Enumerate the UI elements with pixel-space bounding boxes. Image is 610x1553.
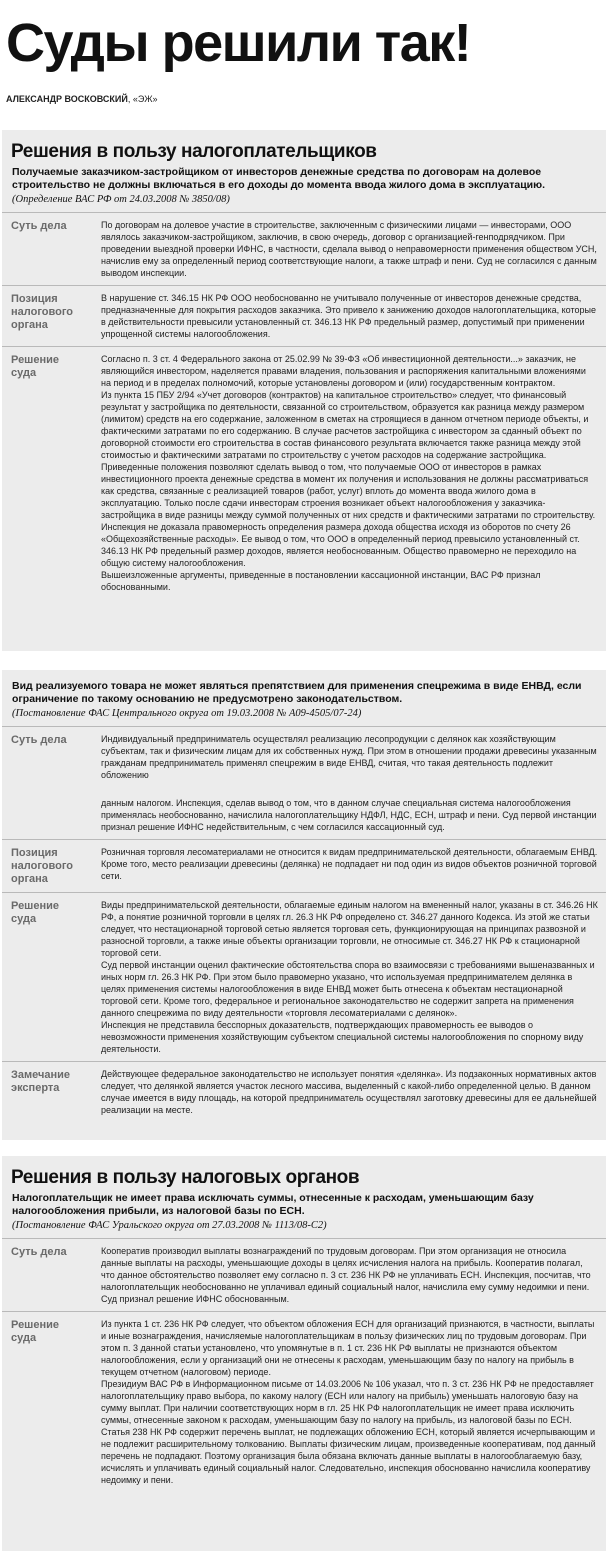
row-paragraph: данным налогом. Инспекция, сделав вывод о том, что в данном случае специальная система налогообложения применялась необоснованно, начислила налогоплательщику НДФЛ, НДС, ЕСН, штраф и пени. Суд первой инстанции признал решение ИФНС недействительным, с чем согласился кассационный суд. (101, 798, 597, 832)
row-body (85, 1312, 606, 1492)
row-body (85, 727, 606, 839)
row-paragraph: Действующее федеральное законодательство не использует понятия «делянка». Из подзаконных нормативных актов следует, что делянкой является участок лесного массива, выделенный с какой-либо определенной целью. В данном случае имеется в виду площадь, на которой предприниматель осуществлял заготовку древесины для ее дальнейшей реализации на месте. (101, 1069, 597, 1115)
article-title: Суды решили так! (6, 13, 471, 73)
row-paragraph: По договорам на долевое участие в строительстве, заключенным с физическими лицами — инвесторами, ООО являлось заказчиком-застройщиком, заключив, в свою очередь, договор с организацией-генподрядчиком. При проведении выездной проверки ИФНС, в частности, сделала вывод о неправомерности применения обществом УСН, начислив ему за определенный период соответствующие налоги, а также штраф и пени. Суд не согласился с данным выводом инспекции. (101, 220, 597, 278)
row-paragraph: Инспекция не доказала правомерность определения размера дохода общества исходя из оборотов по счету 26 «Общехозяйственные расходы». Ее вывод о том, что ООО в определенный период превысило установленный ст. 346.13 НК РФ предельный размер доходов, является необоснованным. Общество правомерно не переходило на общую систему налогообложения. (101, 522, 580, 568)
row-body (85, 347, 606, 599)
row-label: Суть дела (11, 734, 67, 746)
case-card-1 (2, 130, 606, 651)
row-body (85, 213, 606, 285)
row-paragraph: Индивидуальный предприниматель осуществлял реализацию лесопродукции с делянок как хозяйствующим субъектам, так и физическим лицам для их собственных нужд. При этом в отношении продажи древесины указанным гражданам предприниматель применял спецрежим в виде ЕНВД, считая, что такая деятельность подлежит обложению (101, 734, 597, 780)
case-row-facts (2, 1238, 606, 1311)
row-paragraph: Розничная торговля лесоматериалами не относится к видам предпринимательской деятельности, облагаемым ЕНВД. Кроме того, место реализации древесины (делянка) не подпадает ни под один из видов объектов розничной торговой сети. (101, 847, 598, 881)
case-summary: Вид реализуемого товара не может являться препятствием для применения спецрежима в виде ЕНВД, если ограничение по такому основанию не предусмотрено законодательством. (12, 680, 582, 705)
case-row-expert-note (2, 1061, 606, 1122)
case-row-decision (2, 892, 606, 1061)
row-label: Позиция налогового органа (11, 847, 73, 885)
row-body (85, 1062, 606, 1122)
case-reference: (Постановление ФАС Уральского округа от 27.03.2008 № 1113/08-С2) (12, 1220, 327, 1231)
row-label: Замечание эксперта (11, 1069, 71, 1094)
case-summary: Получаемые заказчиком-застройщиком от инвесторов денежные средства по договорам на долевое строительство не должны включаться в его доходы до момента ввода жилого дома в эксплуатацию. (12, 166, 546, 191)
row-label: Решение суда (11, 354, 59, 379)
row-body (85, 893, 606, 1061)
row-paragraph: Инспекция не представила бесспорных доказательств, подтверждающих правомерность ее выводов о невозможности применения хозяйствующим субъектом специальной системы налогообложения по спорному виду деятельности. (101, 1020, 584, 1054)
case-reference: (Определение ВАС РФ от 24.03.2008 № 3850/08) (12, 194, 230, 205)
case-row-tax-position (2, 285, 606, 346)
row-paragraph: Виды предпринимательской деятельности, облагаемые единым налогом на вмененный налог, указаны в ст. 346.26 НК РФ, а понятие розничной торговли в целях гл. 26.3 НК РФ определено ст. 346.27 данного Кодекса. Из этой же статьи следует, что нестационарной торговой сетью является торговая сеть, функционирующая на принципах развозной и разносной торговли, а также иные объекты организации торговли, не относимые ст. 346.27 НК РФ к стационарной торговой сети. (101, 900, 598, 958)
byline-source: , «ЭЖ» (127, 94, 158, 104)
row-paragraph: Приведенные положения позволяют сделать вывод о том, что получаемые ООО от инвесторов в рамках инвестиционного проекта денежные средства в момент их получения и использования не должны рассматриваться как средства, связанные с реализацией товаров (работ, услуг) вплоть до момента ввода жилого дома в эксплуатацию. Только после сдачи инвесторам строения возникает объект налогообложения у заказчика-застройщика в виде разницы между суммой полученных от них средств и фактическими затратами по строительству. (101, 462, 596, 520)
case-row-tax-position (2, 839, 606, 892)
row-paragraph: Суд первой инстанции оценил фактические обстоятельства спора во взаимосвязи с требованиями вышеназванных и иных норм гл. 26.3 НК РФ. При этом было правомерно указано, что используемая предпринимателем делянка в целях применения системы налогообложения в виде ЕНВД может быть отнесена к объектам нестационарной торговой сети. Кроме того, федеральное и региональное законодательство не содержит запрета на применения данного спецрежима по виду деятельности «торговля лесоматериалами с делянок». (101, 960, 595, 1018)
row-label: Позиция налогового органа (11, 293, 73, 331)
row-body (85, 840, 606, 892)
row-body (85, 286, 606, 346)
row-paragraph: Согласно п. 3 ст. 4 Федерального закона от 25.02.99 № 39-ФЗ «Об инвестиционной деятельности...» заказчик, не являющийся инвестором, наделяется правами владения, пользования и распоряжения капитальными вложениями на период и в пределах полномочий, которые установлены договором и (или) государственным контрактом. (101, 354, 586, 388)
case-card-3 (2, 1156, 606, 1551)
row-label: Решение суда (11, 900, 59, 925)
case-summary: Налогоплательщик не имеет права исключать суммы, отнесенные к расходам, уменьшающим базу налогообложения прибыли, из налоговой базы по ЕСН. (12, 1192, 534, 1217)
row-paragraph: Президиум ВАС РФ в Информационном письме от 14.03.2006 № 106 указал, что п. 3 ст. 236 НК РФ не предоставляет налогоплательщику право выбора, по какому налогу (ЕСН или налогу на прибыль) уменьшать налоговую базу на сумму выплат. При наличии соответствующих норм в гл. 25 НК РФ налогоплательщик не имеет права исключить суммы, отнесенные законом к расходам, уменьшающим базу по налогу на прибыль, из налоговой базы по ЕСН. (101, 1379, 594, 1425)
section-heading: Решения в пользу налогоплательщиков (11, 141, 377, 162)
row-label: Решение суда (11, 1319, 59, 1344)
row-body (85, 1239, 606, 1311)
author-name: АЛЕКСАНДР ВОСКОВСКИЙ (6, 94, 128, 104)
row-paragraph: Из пункта 1 ст. 236 НК РФ следует, что объектом обложения ЕСН для организаций признаются, в частности, выплаты и иные вознаграждения, начисляемые налогоплательщикам в пользу физических лиц по трудовым договорам. При этом п. 3 данной статьи установлено, что упомянутые в п. 1 ст. 236 НК РФ выплаты не признаются объектом налогообложения, если у организаций они не отнесены к расходам, уменьшающим базу по налогу на прибыль в текущем отчетном (налоговом) периоде. (101, 1319, 595, 1377)
row-label: Суть дела (11, 1246, 67, 1258)
case-row-facts (2, 212, 606, 285)
row-label: Суть дела (11, 220, 67, 232)
row-paragraph: Из пункта 15 ПБУ 2/94 «Учет договоров (контрактов) на капитальное строительство» следует, что финансовый результат у застройщика по деятельности, связанной со строительством, образуется как разница между размером (лимитом) средств на его содержание, заложенном в сметах на строящиеся в данном отчетном периоде объекты, и фактическими затратами по его содержанию. В случае расчетов застройщика с инвестором за сданный объект по договорной стоимости его строительства в состав финансового результата включается также разница между этой стоимостью и фактическими затратами по строительству с учетом расходов на содержание застройщика. (101, 390, 589, 460)
row-paragraph: В нарушение ст. 346.15 НК РФ ООО необоснованно не учитывало полученные от инвесторов денежные средства, предназначенные для покрытия расходов заказчика. Это привело к занижению доходов налогоплательщика, которые в действительности превысили установленный ст. 346.13 НК РФ предельный размер, допустимый при применении упрощенной системы налогообложения. (101, 293, 596, 339)
case-row-decision (2, 346, 606, 599)
case-row-facts (2, 726, 606, 839)
row-paragraph: Статья 238 НК РФ содержит перечень выплат, не подлежащих обложению ЕСН, который является исчерпывающим и не подлежит расширительному толкованию. Выплаты физическим лицам, произведенные кооперативам, под данный перечень не подпадают. Поэтому организация была обязана включать данные выплаты в налогооблагаемую базу, исчислять и уплачивать единый социальный налог. Следовательно, инспекция обоснованно начислила кооперативу недоимку и пени. (101, 1427, 596, 1485)
row-paragraph: Вышеизложенные аргументы, приведенные в постановлении кассационной инстанции, ВАС РФ признал обоснованными. (101, 570, 541, 592)
case-card-2 (2, 670, 606, 1140)
section-heading: Решения в пользу налоговых органов (11, 1167, 360, 1188)
byline (6, 93, 158, 105)
case-row-decision (2, 1311, 606, 1492)
case-reference: (Постановление ФАС Центрального округа от 19.03.2008 № А09-4505/07-24) (12, 708, 362, 719)
row-paragraph: Кооператив производил выплаты вознаграждений по трудовым договорам. При этом организация не относила данные выплаты на расходы, уменьшающие доходы в целях исчисления налога на прибыль. Кооператив полагал, что данное обстоятельство позволяет ему согласно п. 3 ст. 236 НК РФ не уплачивать ЕСН. Инспекция, посчитав, что налогоплательщик необоснованно не уплачивал единый социальный налог, начислила ему сумму недоимки и пени. Суд признал решение ИФНС обоснованным. (101, 1246, 591, 1304)
